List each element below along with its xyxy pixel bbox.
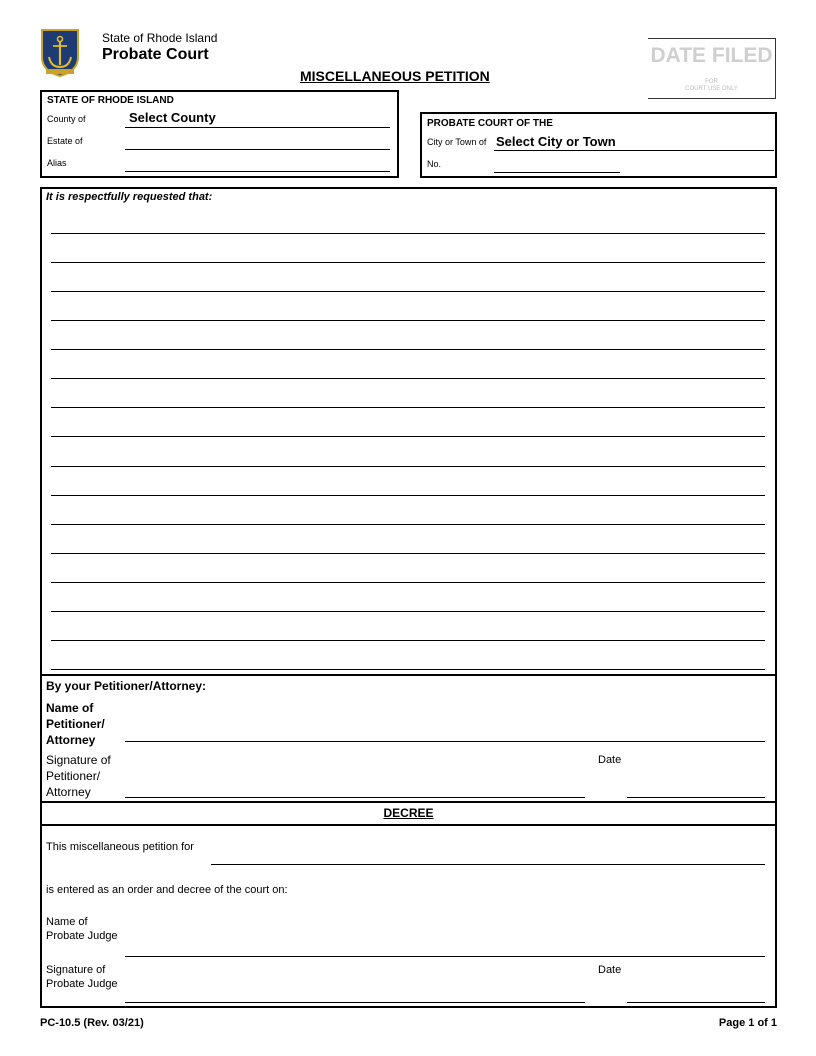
petition-line [51, 524, 765, 525]
petitioner-date-label: Date [598, 754, 622, 766]
decree-petition-for-field[interactable] [211, 849, 765, 865]
petition-line [51, 436, 765, 437]
case-number-label: No. [427, 159, 442, 169]
date-filed-label: DATE FILED [650, 44, 773, 67]
probate-court-heading: PROBATE COURT OF THE [427, 118, 553, 129]
petitioner-signature-label-1: Signature of [46, 753, 111, 767]
petition-line [51, 262, 765, 263]
anchor-seal-icon [38, 27, 82, 77]
estate-field[interactable] [125, 134, 390, 150]
city-select[interactable] [494, 132, 774, 151]
petition-line [51, 669, 765, 670]
judge-name-field[interactable] [125, 941, 765, 957]
alias-label: Alias [47, 158, 67, 168]
petitioner-signature-label-2: Petitioner/ [46, 769, 101, 783]
alias-field[interactable] [125, 156, 390, 172]
petitioner-name-label-1: Name of [46, 701, 94, 715]
petitioner-date-field[interactable] [627, 782, 765, 798]
judge-name-label [46, 915, 118, 943]
decree-petition-for-label: This miscellaneous petition for [46, 841, 194, 853]
section-divider [40, 674, 777, 676]
judge-name-label-2: Probate Judge [46, 930, 118, 942]
judge-name-label-1: Name of [46, 916, 88, 928]
judge-signature-label-2: Probate Judge [46, 978, 118, 990]
court-use-for: FOR [705, 79, 718, 85]
court-use-label [648, 79, 775, 93]
petition-line [51, 495, 765, 496]
city-select-value: Select City or Town [496, 134, 616, 149]
date-filed-box [648, 38, 776, 99]
judge-date-label: Date [598, 964, 622, 976]
estate-label: Estate of [47, 136, 83, 146]
petition-intro: It is respectfully requested that: [46, 191, 213, 203]
petition-line [51, 407, 765, 408]
judge-signature-label [46, 963, 118, 991]
petition-line [51, 233, 765, 234]
decree-divider-top [40, 801, 777, 803]
court-name: Probate Court [102, 46, 209, 63]
petitioner-name-field[interactable] [125, 726, 765, 742]
petition-line [51, 466, 765, 467]
judge-date-field[interactable] [627, 987, 765, 1003]
form-title: MISCELLANEOUS PETITION [300, 68, 490, 84]
decree-entered-text: is entered as an order and decree of the court on: [46, 884, 288, 896]
judge-signature-label-1: Signature of [46, 964, 106, 976]
petitioner-name-label [46, 700, 105, 748]
judge-signature-field[interactable] [125, 987, 585, 1003]
city-label: City or Town of [427, 137, 487, 147]
county-box [40, 90, 399, 178]
decree-heading: DECREE [383, 806, 434, 820]
petitioner-signature-label [46, 752, 111, 800]
petitioner-name-label-3: Attorney [46, 733, 96, 747]
petition-line [51, 582, 765, 583]
decree-divider-bottom [40, 824, 777, 826]
court-use-only: COURT USE ONLY [685, 86, 738, 92]
petition-line [51, 553, 765, 554]
county-select-value: Select County [129, 110, 216, 125]
petition-line [51, 291, 765, 292]
petition-line [51, 349, 765, 350]
county-select[interactable] [125, 109, 390, 128]
petitioner-name-label-2: Petitioner/ [46, 717, 105, 731]
petition-line [51, 611, 765, 612]
page-number: Page 1 of 1 [718, 1017, 777, 1029]
county-label: County of [47, 114, 86, 124]
probate-court-box [420, 112, 777, 178]
state-name: State of Rhode Island [102, 31, 218, 45]
petitioner-heading: By your Petitioner/Attorney: [46, 679, 207, 693]
form-id: PC-10.5 (Rev. 03/21) [40, 1017, 144, 1029]
county-box-heading: STATE OF RHODE ISLAND [47, 95, 174, 106]
petition-line [51, 378, 765, 379]
petitioner-signature-label-3: Attorney [46, 785, 91, 799]
petition-line [51, 320, 765, 321]
petitioner-signature-field[interactable] [125, 782, 585, 798]
case-number-field[interactable] [494, 158, 620, 173]
petition-line [51, 640, 765, 641]
